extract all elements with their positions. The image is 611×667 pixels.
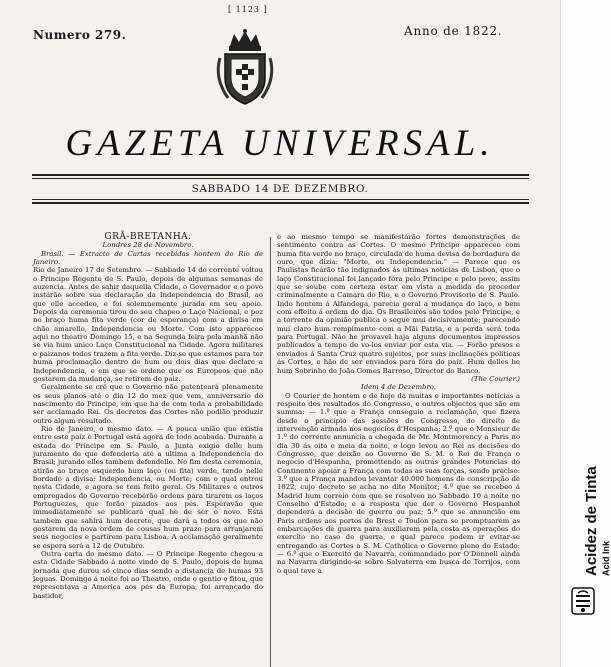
article-paragraph: Geralmente se crê que o Governo não patenteará plenamente os seus planos até o dia 12 do mez que vem, anniversario do nascimento do Principe, em que ha de com toda a probabilidade ser acclamado Rei. Os decretos das Cortes não podião produzir outro algum resultado. bbox=[33, 383, 263, 425]
issue-year: Anno de 1822. bbox=[404, 24, 503, 38]
divider bbox=[32, 202, 529, 204]
article-paragraph: O Courier de hontem e de hoje dá muitas e importantes noticias a respeito dos resultados do Congresso, e outros objectos que são em summa: — 1.º que a França conseguio a reclamação, que fizera desde o principio das sessões do Congresso, do direito de intervenção armada nos negocios d'Hespanha; 2.º que o Monsieur de 1.º do corrente annuncia a chegada de Mr. Montmorency a Paris no dia 30 ás oito e meia da noite, e logo levou ao Rei as decisões do Congresso, que deixão ao Governo de S. M. o Rei de França o negocio d'Hespanha, promettendo as outras grandes Potencias do Continente apoiar a França com todas as suas forças, sendo preciso: 3.º que a França mandou levantar 40.000 homens de conscripção de 1822, cujo decreto se acha no dito Monitor; 4.º que se recebeo á Madrid hum correio com que se resolveo no Sabbado 10 á noite no Conselho d'Estado; e á resposta que der o Governo Hespanhol dependerá a decisão de guerra ou paz; 5.º que se annuncião em Paris ordens aos portos de Brest e Toulon para se promptuarem as embarcações de guerra para auxiliarem pela costa as operações do exercito no caso de guerra, e qual parece podem ir evitar-se entregando as Cortes a S. M. Catholica o Governo pleno do Estado: — 6.º que o Exercito de Navarra, commandado por O'Donnell ainda na Navarra dirigindo-se sobre Salvaterra em busca de Torrijos, com o qual teve a bbox=[277, 391, 520, 575]
dateline-idem: Idem 4 de Dezembro. bbox=[361, 383, 436, 392]
divider bbox=[32, 178, 529, 179]
article-paragraph: Rio de Janeiro, o mesmo dato. — A pouca união que existia entre este paiz e Portugal está agora de todo acabada. Durante a estada do Principe em S. Paulo, a Junta exigio delle hum juramento de que defenderia até a ultima a Independencia do Brasil; jurando elles tambem defendello. No fim desta ceremonia, atirão ao braço esquerdo hum laço (ou fita) verde, tendo nelle bordado a divisa: Independencia, ou Morte; com o qual entrou nesta Cidade, e agora se tem feito geral. Os Militares e outros empregados do Governo recebêrão ordens para tirarem os laços Portuguezes, que forão pizados aos pés. Esperavão que immediatamente se publicará qual he de ser o novo. Está tambem que sahirá hum decreto, que dará a todos os que não gostarem da nova ordem de cousas hum prazo para arranjarem seus negocios e partirem para Lisboa. A acclamação geralmente se espera será a 12 de Outubro. bbox=[33, 424, 263, 550]
column-divider bbox=[270, 237, 271, 667]
acid-ink-title: Acidez de Tinta bbox=[583, 466, 600, 576]
acid-ink-stamp bbox=[583, 466, 611, 576]
issue-number: Numero 279. bbox=[33, 28, 127, 42]
left-column bbox=[33, 233, 263, 667]
article-paragraph: Rio de Janeiro 17 de Setembro. — Sabbado 14 do corrente voltou o Principe Regente de S. Paulo, depois de algumas semanas de auzencia. Antes de sahir daquella Cidade, o Governador e o povo instárão sobre sua declaração da Independencia do Brasil, ao que elle accedeo, e foi solemnemente jurada em seu apoio. Depois da ceremonia tirou do seu chapeo o Laço Nacional, e poz no braço huma fita verde (cor de esperança) com a divisa em chão amarello, Independencia ou Morte. Com isto appareceo aqui no theatro Domingo 15, e na Segunda feira pela manhã não se via hum unico Laço Constitucional na Cidade. Agora militares e paizanos todos trazem a fita verde. Diz-se que estamos para ter huma proclamação dentro de hum ou dois dias que declare a Independencia, e em que se ordene que os Europeos que não gostarem da mudança, se retirem do paiz. bbox=[33, 266, 263, 383]
intro-line: Brasil. — Extracto de Cartas recebidas hontem do Rio de Janeiro. bbox=[33, 249, 263, 267]
dateline-london: Londres 28 de Novembro. bbox=[102, 241, 194, 250]
page-number: [ 1123 ] bbox=[228, 5, 268, 14]
acid-ink-subtitle: Acid Ink bbox=[601, 540, 611, 576]
royal-crest-icon bbox=[208, 28, 282, 108]
right-column bbox=[277, 233, 520, 667]
divider bbox=[32, 174, 529, 176]
section-title: GRÃ-BRETANHA. bbox=[104, 232, 192, 242]
divider bbox=[32, 199, 529, 200]
masthead-title: GAZETA UNIVERSAL. bbox=[65, 123, 495, 164]
source-signature: (The Courier.) bbox=[471, 374, 520, 383]
article-paragraph: Outra carta do mesmo dato. — O Principe Regente chegou a esta Cidade Sabbado á noite vindo de S. Paulo, depois de huma jornada que durou só cinco dias sendo a distancia de humas 93 leguas. Domingo á noite foi ao Theatro, onde o gentio o fitou, que representava a America aos pés da Europa, foi arrancado do bastidor, bbox=[33, 550, 263, 600]
article-paragraph: e ao mesmo tempo se manifestárão fortes demonstrações de sentimento contra as Cortes. O mesmo Principe appareceo com huma fita verde no braço, circulada de huma devisa de bordadura de ouro, que dizia: "Morte, ou Independencia." — Parece que os Paulistas ficárão tão indignados ás ultimas noticias de Lisboa, que o laço Constitucional foi lançado fóra pelo Principe e pelo povo, assim que se soube com certeza estar em vista a medida de proceder criminalmente a Camara do Rio, e o Governo Provisorio de S. Paulo. Indo hontem á Alfandega, parecia geral a mudança do laço, e bem com effeito á ordem do dia. Os Brasileiros são todos pelo Principe, e a torrente da opinião publica o segue mui decisivamente; parecendo mui claro hum rompimento com a Mãi Patria, e a perda será toda para Portugal. Não he provavel haja alguns documentos impressos publicados a tempo de vo-los enviar por esta via. — Forão presos e enviados á Santa Cruz quatro sujeitos, por suas inclinações politicas ás Cortes, e hão de ser enviados para fóra do paiz. Hum delles he hum Sobrinho de João Gomes Barroso, Director do Banco. bbox=[277, 233, 520, 375]
issue-date: SABBADO 14 DE DEZEMBRO. bbox=[191, 183, 369, 195]
acid-ink-icon bbox=[571, 587, 595, 615]
